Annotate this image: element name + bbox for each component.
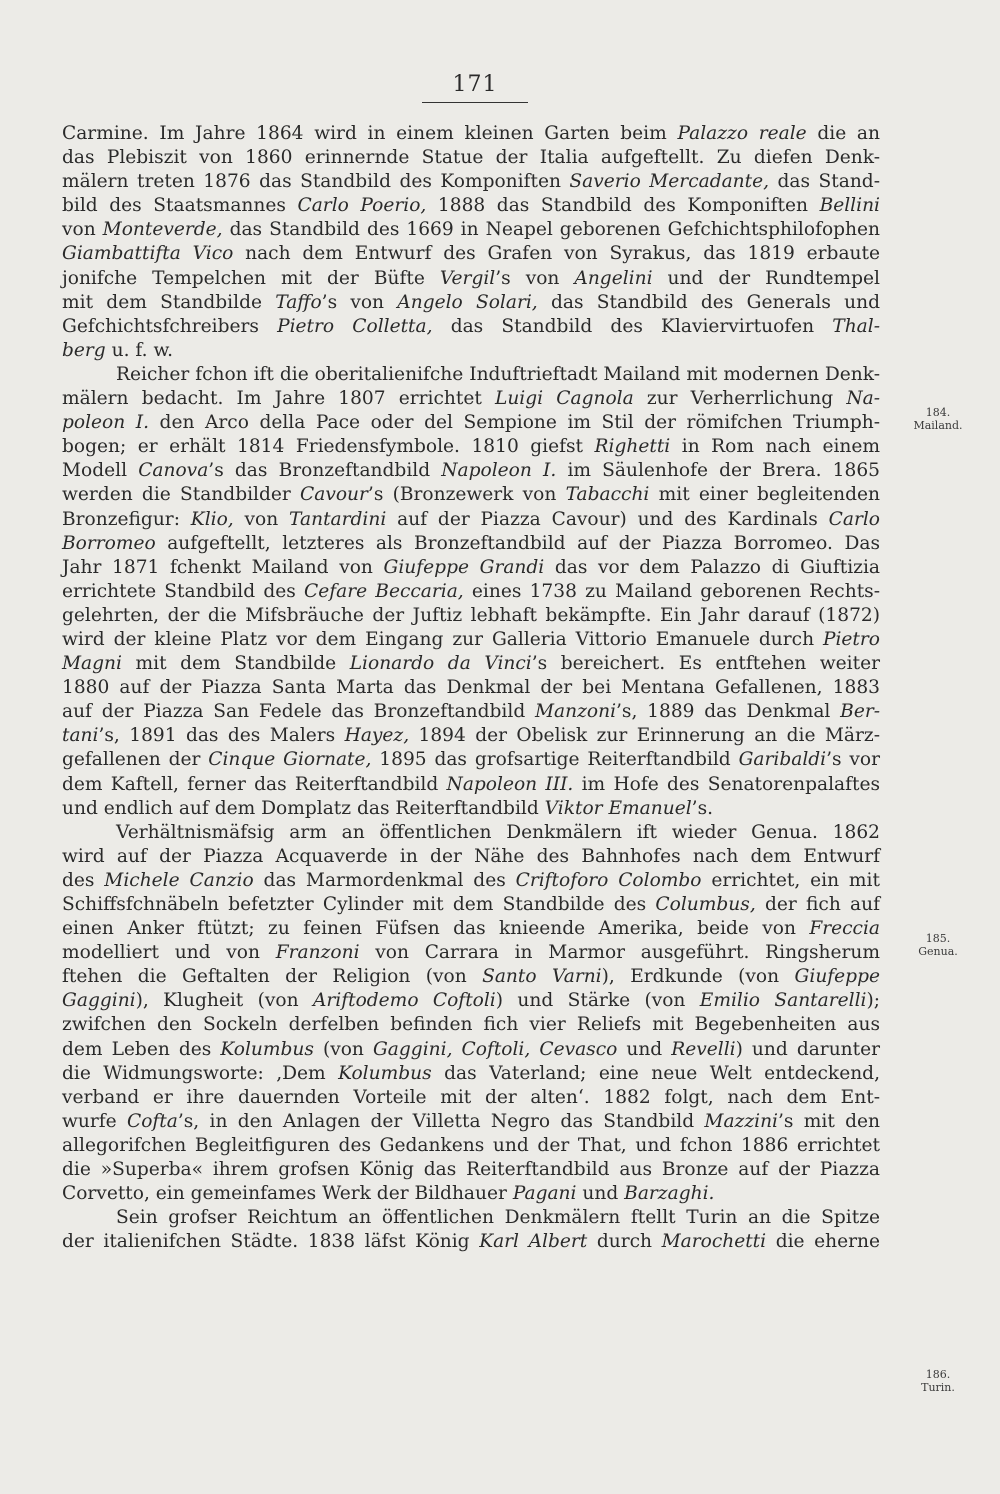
text-segment: 1880 auf der Piazza Santa Marta das Denkmal der bei Mentana Gefallenen, 1883 <box>62 677 880 699</box>
italic-text: Karl Albert <box>479 1231 588 1253</box>
text-segment: verband er ihre dauernden Vorteile mit der alten‘. 1882 folgt, nach dem Ent- <box>62 1086 880 1108</box>
text-segment: errichtet, ein mit <box>701 869 880 891</box>
italic-text: tani <box>62 725 99 747</box>
text-line <box>62 604 880 628</box>
text-line <box>62 1038 880 1062</box>
text-segment: ’s von <box>321 291 398 313</box>
italic-text: Thal- <box>832 315 880 337</box>
text-segment: wurfe <box>62 1110 127 1132</box>
text-segment: gelehrten, der die Mifsbräuche der Juftiz lebhaft bekämpfte. Ein Jahr darauf (1872) <box>62 604 880 626</box>
italic-text: Carlo <box>828 508 880 530</box>
italic-text: Angelo Solari, <box>397 291 538 313</box>
text-line <box>62 146 880 170</box>
text-segment: nach dem Entwurf des Grafen von Syrakus, das 1819 erbaute <box>233 243 880 265</box>
text-segment: eines 1738 zu Mailand geborenen Rechts- <box>463 580 880 602</box>
text-segment: das Standbild des Generals und <box>537 291 880 313</box>
italic-text: Ber- <box>840 701 880 723</box>
italic-text: Ariftodemo Coftoli <box>312 990 496 1012</box>
italic-text: Freccia <box>809 918 880 940</box>
text-segment: Gefchichtsfchreibers <box>62 315 278 337</box>
italic-text: Pagani <box>512 1183 577 1205</box>
italic-text: Marochetti <box>661 1231 767 1253</box>
text-line <box>62 941 880 965</box>
italic-text: Mazzini <box>704 1110 779 1132</box>
margin-note-genua <box>902 932 974 958</box>
text-line <box>62 965 880 989</box>
text-line <box>62 122 880 146</box>
italic-text: Lionardo da Vinci <box>349 653 532 675</box>
text-line <box>62 556 880 580</box>
text-line <box>62 218 880 242</box>
text-segment: das Standbild des Klaviervirtuofen <box>432 315 833 337</box>
text-segment: 1895 das grofsartige Reiterftandbild <box>371 749 739 771</box>
italic-text: Revelli <box>671 1038 736 1060</box>
italic-text: Pietro Colletta, <box>277 315 433 337</box>
text-line <box>62 1086 880 1110</box>
text-segment: ftehen die Geftalten der Religion (von <box>62 966 483 988</box>
text-segment: das Stand- <box>769 171 880 193</box>
text-segment: ’s von <box>495 267 575 289</box>
text-line <box>62 724 880 748</box>
italic-text: Klio, <box>190 508 234 530</box>
text-line <box>62 242 880 266</box>
margin-note-number: 186. <box>925 1368 951 1381</box>
text-line <box>62 194 880 218</box>
text-segment: (von <box>313 1038 373 1060</box>
text-line <box>62 387 880 411</box>
italic-text: Carlo Poerio, <box>297 195 427 217</box>
italic-text: Taffo <box>275 291 322 313</box>
italic-text: Franzoni <box>275 942 360 964</box>
italic-text: Cofta <box>126 1110 178 1132</box>
text-segment: 1894 der Obelisk zur Erinnerung an die März- <box>409 725 880 747</box>
italic-text: Garibaldi <box>738 749 827 771</box>
text-line <box>62 580 880 604</box>
text-segment: ’s mit den <box>778 1110 880 1132</box>
text-segment: mit einer begleitenden <box>649 484 880 506</box>
text-line <box>62 1134 880 1158</box>
margin-note-mailand <box>902 406 974 432</box>
text-line <box>62 773 880 797</box>
text-segment: auf der Piazza San Fedele das Bronzeftandbild <box>62 701 535 723</box>
italic-text: Criftoforo Colombo <box>515 869 702 891</box>
text-line <box>62 1230 880 1254</box>
text-segment: jonifche Tempelchen mit der Büfte <box>62 267 440 289</box>
text-segment: Modell <box>62 460 139 482</box>
italic-text: Luigi Cagnola <box>494 388 634 410</box>
text-segment: ’s vor <box>826 749 881 771</box>
text-segment: Corvetto, ein gemeinfames Werk der Bildhauer <box>62 1183 513 1205</box>
text-segment: zwifchen den Sockeln derfelben befinden fich vier Reliefs mit Begebenheiten aus <box>62 1014 880 1036</box>
text-segment: ’s, in den Anlagen der Villetta Negro das Standbild <box>177 1110 705 1132</box>
text-line <box>62 1158 880 1182</box>
italic-text: Napoleon III. <box>446 773 574 795</box>
italic-text: Gaggini <box>62 990 136 1012</box>
text-segment: bild des Staatsmannes <box>62 195 298 217</box>
text-segment: ); <box>866 990 880 1012</box>
text-line <box>62 821 880 845</box>
text-segment: ’s (Bronzewerk von <box>367 484 566 506</box>
italic-text: Viktor Emanuel <box>544 797 692 819</box>
italic-text: Angelini <box>574 267 653 289</box>
text-line <box>62 869 880 893</box>
text-line <box>62 170 880 194</box>
italic-text: Kolumbus <box>220 1038 314 1060</box>
text-line <box>62 1110 880 1134</box>
text-segment: Reicher fchon ift die oberitalienifche Induftrieftadt Mailand mit modernen Denk- <box>116 363 880 385</box>
text-segment: das Vaterland; eine neue Welt entdeckend, <box>431 1062 880 1084</box>
italic-text: Gaggini, Coftoli, Cevasco <box>372 1038 618 1060</box>
text-segment: ) und darunter <box>735 1038 881 1060</box>
text-segment: den Arco della Pace oder del Sempione im Stil der römifchen Triumph- <box>149 412 880 434</box>
text-segment: auf der Piazza Cavour) und des Kardinals <box>386 508 829 530</box>
text-segment: dem Kaftell, ferner das Reiterftandbild <box>62 773 447 795</box>
text-line <box>62 339 880 363</box>
text-segment: ) und Stärke (von <box>495 990 700 1012</box>
text-segment: der italienifchen Städte. 1838 läfst König <box>62 1231 480 1253</box>
text-line <box>62 1013 880 1037</box>
text-line <box>62 893 880 917</box>
text-line <box>62 315 880 339</box>
italic-text: Giufeppe Grandi <box>383 556 545 578</box>
margin-note-place: Mailand. <box>913 419 963 432</box>
text-segment: Jahr 1871 fchenkt Mailand von <box>62 556 384 578</box>
margin-note-number: 184. <box>925 406 951 419</box>
text-line <box>62 508 880 532</box>
text-segment: die »Superba« ihrem grofsen König das Reiterftandbild aus Bronze auf der Piazza <box>62 1159 880 1181</box>
italic-text: Michele Canzio <box>104 869 254 891</box>
text-segment: gefallenen der <box>62 749 209 771</box>
text-segment: das vor dem Palazzo di Giuftizia <box>544 556 880 578</box>
text-line <box>62 748 880 772</box>
italic-text: berg <box>62 339 106 361</box>
body-text <box>62 122 880 1254</box>
text-segment: ), Erdkunde (von <box>601 966 795 988</box>
text-segment: zur Verherrlichung <box>633 388 847 410</box>
italic-text: Manzoni <box>535 701 617 723</box>
italic-text: Canova <box>138 460 209 482</box>
italic-text: Tantardini <box>289 508 387 530</box>
text-line <box>62 652 880 676</box>
text-segment: Bronzefigur: <box>62 508 191 530</box>
text-line <box>62 532 880 556</box>
text-line <box>62 797 880 821</box>
text-segment: Schiffsfchnäbeln befetzter Cylinder mit dem Standbilde des <box>62 894 656 915</box>
text-segment: von Carrara in Marmor ausgeführt. Ringsherum <box>359 942 880 964</box>
italic-text: Emilio Santarelli <box>699 990 867 1012</box>
text-segment: die Widmungsworte: ‚Dem <box>62 1062 339 1084</box>
text-line <box>62 1062 880 1086</box>
text-segment: Sein grofser Reichtum an öffentlichen Denkmälern ftellt Turin an die Spitze <box>116 1207 880 1229</box>
text-segment: allegorifchen Begleitfiguren des Gedankens und der That, und fchon 1886 errichtet <box>62 1134 880 1156</box>
italic-text: Pietro <box>822 628 880 650</box>
text-segment: das Standbild des 1669 in Neapel geborenen Gefchichtsphilofophen <box>222 219 881 241</box>
text-segment: mälern treten 1876 das Standbild des Komponiften <box>62 171 570 193</box>
text-line <box>62 989 880 1013</box>
text-segment: durch <box>587 1231 662 1253</box>
text-segment: und endlich auf dem Domplatz das Reiterftandbild <box>62 797 545 819</box>
italic-text: Kolumbus <box>338 1062 432 1084</box>
text-segment: mit dem Standbilde <box>62 291 276 313</box>
text-line <box>62 267 880 291</box>
italic-text: Borromeo <box>62 532 156 554</box>
italic-text: Na- <box>846 388 880 410</box>
italic-text: Columbus, <box>655 894 756 915</box>
text-line <box>62 700 880 724</box>
italic-text: Magni <box>62 653 122 675</box>
text-segment: modelliert und von <box>62 942 276 964</box>
italic-text: Giambattifta Vico <box>62 243 234 265</box>
margin-note-turin <box>902 1368 974 1394</box>
italic-text: Tabacchi <box>565 484 650 506</box>
text-segment: von <box>233 508 290 530</box>
italic-text: Righetti <box>594 436 671 458</box>
text-segment: des <box>62 869 105 891</box>
italic-text: Napoleon I. <box>441 460 557 482</box>
text-segment: wird der kleine Platz vor dem Eingang zur Galleria Vittorio Emanuele durch <box>62 628 823 650</box>
text-line <box>62 291 880 315</box>
italic-text: poleon I. <box>62 412 150 434</box>
page-number-rule <box>422 102 528 103</box>
italic-text: Cavour <box>300 484 368 506</box>
italic-text: Cefare Beccaria, <box>304 580 464 602</box>
text-line <box>62 459 880 483</box>
text-line <box>62 676 880 700</box>
text-line <box>62 435 880 459</box>
text-segment: dem Leben des <box>62 1038 221 1060</box>
italic-text: Vergil <box>439 267 496 289</box>
italic-text: Monteverde, <box>102 219 223 241</box>
italic-text: Santo Varni <box>482 966 602 988</box>
text-segment: mälern bedacht. Im Jahre 1807 errichtet <box>62 388 495 410</box>
text-segment: im Hofe des Senatorenpalaftes <box>573 773 881 795</box>
text-line <box>62 1206 880 1230</box>
text-line <box>62 917 880 941</box>
italic-text: Barzaghi. <box>624 1183 715 1205</box>
text-segment: und der Rundtempel <box>652 267 880 289</box>
text-segment: von <box>62 219 103 241</box>
text-line <box>62 1182 880 1206</box>
text-segment: ’s, 1891 das des Malers <box>98 725 345 747</box>
italic-text: Cinque Giornate, <box>208 749 372 771</box>
text-segment: mit dem Standbilde <box>121 653 350 675</box>
margin-note-place: Genua. <box>918 945 958 958</box>
text-line <box>62 363 880 387</box>
page-number: 171 <box>452 72 498 97</box>
text-segment: im Säulenhofe der Brera. 1865 <box>556 460 880 482</box>
text-segment: das Plebiszit von 1860 erinnernde Statue der Italia aufgeftellt. Zu diefen Denk- <box>62 147 880 169</box>
margin-note-place: Turin. <box>921 1381 955 1394</box>
text-segment: und <box>576 1183 625 1205</box>
text-segment: bogen; er erhält 1814 Friedensfymbole. 1810 giefst <box>62 436 595 458</box>
text-segment: ’s, 1889 das Denkmal <box>616 701 841 723</box>
text-segment: wird auf der Piazza Acquaverde in der Nähe des Bahnhofes nach dem Entwurf <box>62 845 880 867</box>
text-segment: ’s. <box>691 797 714 819</box>
text-segment: aufgeftellt, letzteres als Bronzeftandbild auf der Piazza Borromeo. Das <box>155 532 880 554</box>
italic-text: Palazzo reale <box>677 123 807 144</box>
italic-text: Saverio Mercadante, <box>569 171 770 193</box>
text-segment: u. f. w. <box>105 339 174 361</box>
italic-text: Bellini <box>819 195 880 217</box>
margin-note-number: 185. <box>925 932 951 945</box>
text-segment: werden die Standbilder <box>62 484 301 506</box>
italic-text: Giufeppe <box>794 966 880 988</box>
text-segment: 1888 das Standbild des Komponiften <box>426 195 820 217</box>
text-segment: die eherne <box>766 1231 881 1253</box>
text-segment: Verhältnismäfsig arm an öffentlichen Denkmälern ift wieder Genua. 1862 <box>116 821 880 843</box>
text-segment: in Rom nach einem <box>670 436 881 458</box>
text-segment: und <box>617 1038 672 1060</box>
text-segment: Carmine. Im Jahre 1864 wird in einem kleinen Garten beim <box>62 123 678 144</box>
text-segment: ’s bereichert. Es entftehen weiter <box>531 653 880 675</box>
text-segment: ’s das Bronzeftandbild <box>208 460 442 482</box>
text-line <box>62 845 880 869</box>
text-segment: das Marmordenkmal des <box>253 869 516 891</box>
italic-text: Hayez, <box>344 725 410 747</box>
text-segment: die an <box>806 123 880 144</box>
text-line <box>62 411 880 435</box>
text-line <box>62 628 880 652</box>
text-line <box>62 483 880 507</box>
text-segment: einen Anker ftützt; zu feinen Füfsen das knieende Amerika, beide von <box>62 918 810 940</box>
text-segment: ), Klugheit (von <box>135 990 313 1012</box>
text-segment: errichtete Standbild des <box>62 580 304 602</box>
text-segment: der fich auf <box>755 894 880 915</box>
